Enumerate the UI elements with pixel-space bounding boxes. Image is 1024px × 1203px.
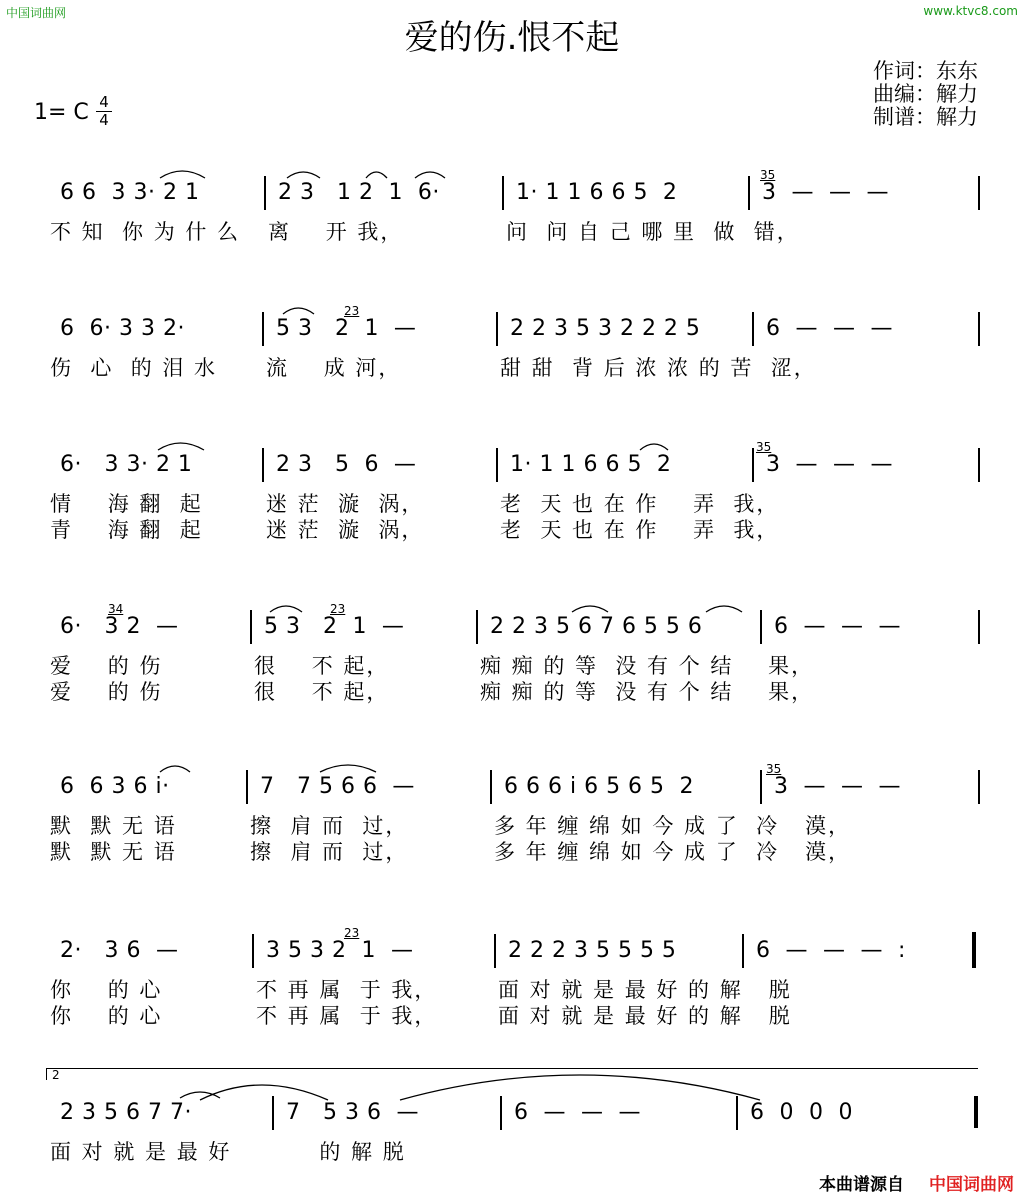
measure-notes: 3 — — — <box>774 774 901 799</box>
footer-label: 本曲谱源自 <box>819 1175 904 1195</box>
slur <box>180 1092 220 1098</box>
measure-notes: 6 — — — <box>774 614 901 639</box>
watermark-left: 中国词曲网 <box>6 6 67 20</box>
lyric-line-1: 面 对 就 是 最 好 <box>50 1140 232 1164</box>
final-barline <box>974 1096 978 1128</box>
lyric-line-2: 迷 茫 漩 涡， <box>266 518 425 542</box>
grace-note-mark: 35 <box>756 440 772 454</box>
measure-notes: 2 2 3 5 3 2 2 2 5 <box>510 316 701 341</box>
lyric-line-2: 多 年 缠 绵 如 今 成 了 冷 漠， <box>494 840 852 864</box>
song-title: 爱的伤.恨不起 <box>404 18 620 58</box>
measure-notes: 7 5 3 6 — <box>286 1100 419 1125</box>
slur <box>160 766 190 772</box>
time-signature-top: 4 <box>99 93 109 111</box>
lyric-line-2: 不 再 属 于 我， <box>256 1004 438 1028</box>
lyric-line-1: 伤 心 的 泪 水 <box>50 356 218 380</box>
lyric-line-1: 问 问 自 己 哪 里 做 错， <box>506 220 800 244</box>
lyric-line-2: 面 对 就 是 最 好 的 解 脱 <box>498 1004 792 1028</box>
measure-notes: 5 3 2 1 — <box>264 614 405 639</box>
measure-notes: 2 3 1 2 1 6· <box>278 180 440 205</box>
measure-notes: 2 3 5 6 7 7· <box>60 1100 192 1125</box>
measure-notes: 2 2 2 3 5 5 5 5 <box>508 938 677 963</box>
measure-notes: 1· 1 1 6 6 5 2 <box>510 452 672 477</box>
measure-notes: 6 6 6 i 6 5 6 5 2 <box>504 774 695 799</box>
measure-notes: 6 — — — : <box>756 938 906 963</box>
composer-credit: 曲编：解力 <box>873 82 978 106</box>
grace-note-mark: 35 <box>766 762 782 776</box>
lyric-line-1: 你 的 心 <box>50 978 163 1002</box>
measure-notes: 6 0 0 0 <box>750 1100 853 1125</box>
slur <box>572 606 608 612</box>
lyric-line-2: 你 的 心 <box>50 1004 163 1028</box>
grace-note-mark: 23 <box>330 602 346 616</box>
volta-label: 2 <box>52 1068 60 1082</box>
slur <box>270 606 302 612</box>
lyric-line-1: 离 开 我， <box>268 220 404 244</box>
measure-notes: 6 6· 3 3 2· <box>60 316 185 341</box>
lyric-line-1: 情 海 翻 起 <box>50 492 203 516</box>
lyric-line-1: 多 年 缠 绵 如 今 成 了 冷 漠， <box>494 814 852 838</box>
slur <box>160 171 205 178</box>
slur <box>283 308 314 314</box>
measure-notes: 2 3 5 6 — <box>276 452 417 477</box>
key-signature: 1= C <box>34 100 89 125</box>
lyric-line-1: 面 对 就 是 最 好 的 解 脱 <box>498 978 792 1002</box>
measure-notes: 1· 1 1 6 6 5 2 <box>516 180 678 205</box>
lyricist-credit: 作词：东东 <box>873 59 978 83</box>
slur <box>640 444 668 450</box>
lyric-line-1: 老 天 也 在 作 弄 我， <box>500 492 780 516</box>
grace-note-mark: 23 <box>344 304 360 318</box>
grace-note-mark: 34 <box>108 602 124 616</box>
grace-note-mark: 23 <box>344 926 360 940</box>
measure-notes: 6 — — — <box>514 1100 641 1125</box>
lyric-line-1: 的 解 脱 <box>276 1140 406 1164</box>
lyric-line-1: 痴 痴 的 等 没 有 个 结 果， <box>480 654 815 678</box>
measure-notes: 3 — — — <box>762 180 889 205</box>
grace-note-mark: 35 <box>760 168 776 182</box>
measure-notes: 6 6 3 3· 2 1 <box>60 180 200 205</box>
lyric-line-2: 痴 痴 的 等 没 有 个 结 果， <box>480 680 815 704</box>
measure-notes: 2· 3 6 — <box>60 938 179 963</box>
lyric-line-1: 不 知 你 为 什 么 <box>50 220 241 244</box>
repeat-barline <box>972 932 976 968</box>
lyric-line-2: 很 不 起， <box>254 680 390 704</box>
lyric-line-2: 老 天 也 在 作 弄 我， <box>500 518 780 542</box>
footer-brand: 中国词曲网 <box>929 1175 1014 1195</box>
measure-notes: 6· 3 3· 2 1 <box>60 452 193 477</box>
slur <box>287 172 320 178</box>
measure-notes: 6· 3 2 — <box>60 614 179 639</box>
slur <box>415 172 445 178</box>
lyric-line-1: 擦 肩 而 过， <box>250 814 409 838</box>
measure-notes: 6 — — — <box>766 316 893 341</box>
lyric-line-2: 爱 的 伤 <box>50 680 163 704</box>
measure-notes: 7 7 5 6 6 — <box>260 774 415 799</box>
slur <box>400 1075 760 1100</box>
lyric-line-1: 甜 甜 背 后 浓 浓 的 苦 涩， <box>500 356 817 380</box>
lyric-line-1: 流 成 河， <box>266 356 402 380</box>
measure-notes: 6 6 3 6 i· <box>60 774 170 799</box>
lyric-line-2: 默 默 无 语 <box>50 840 177 864</box>
measure-notes: 3 — — — <box>766 452 893 477</box>
time-signature-bottom: 4 <box>99 111 109 129</box>
slur <box>366 172 387 178</box>
lyric-line-2: 擦 肩 而 过， <box>250 840 409 864</box>
measure-notes: 5 3 2 1 — <box>276 316 417 341</box>
transcriber-credit: 制谱：解力 <box>873 105 978 129</box>
lyric-line-1: 迷 茫 漩 涡， <box>266 492 425 516</box>
watermark-right: www.ktvc8.com <box>923 4 1018 18</box>
slur <box>158 443 204 450</box>
lyric-line-1: 很 不 起， <box>254 654 390 678</box>
lyric-line-1: 默 默 无 语 <box>50 814 177 838</box>
measure-notes: 3 5 3 2 1 — <box>266 938 414 963</box>
lyric-line-1: 不 再 属 于 我， <box>256 978 438 1002</box>
lyric-line-1: 爱 的 伤 <box>50 654 163 678</box>
lyric-line-2: 青 海 翻 起 <box>50 518 203 542</box>
slur <box>706 606 742 612</box>
measure-notes: 2 2 3 5 6 7 6 5 5 6 <box>490 614 703 639</box>
slur <box>320 765 376 772</box>
